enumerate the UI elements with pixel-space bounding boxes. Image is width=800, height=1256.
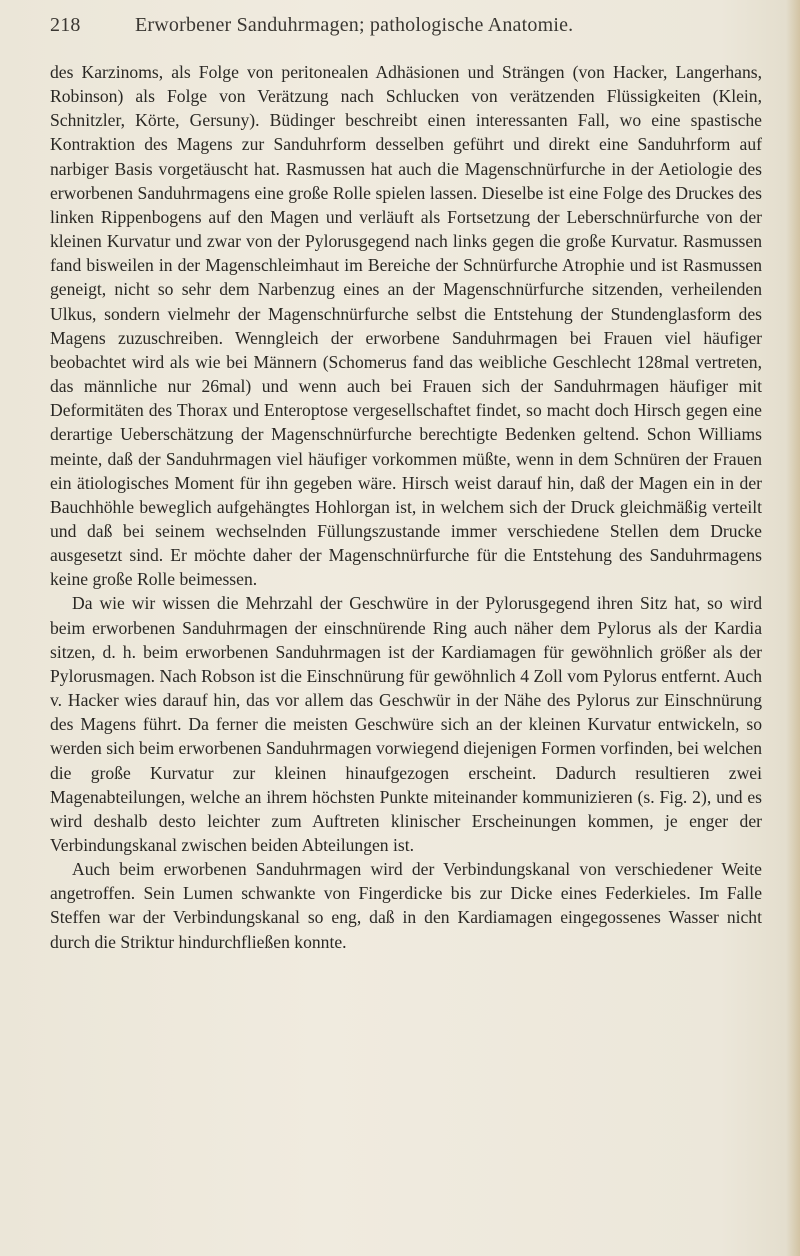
paragraph: Auch beim erworbenen Sanduhrmagen wird der Verbindungskanal von verschiedener Weite angetroffen. Sein Lumen schwankte von Fingerdicke bis zur Dicke eines Federkieles. Im Falle Steffen war der Verbindungskanal so eng, daß in den Kardiamagen eingegossenes Wasser nicht durch die Striktur hindurchfließen konnte. bbox=[50, 859, 762, 952]
running-head bbox=[50, 14, 800, 44]
page-edge-shadow bbox=[786, 0, 800, 1256]
body-text bbox=[50, 60, 762, 954]
paragraph: des Karzinoms, als Folge von peritonealen Adhäsionen und Strängen (von Hacker, Langerhans, Robinson) als Folge von Verätzung nach Schlucken von verätzenden Flüssigkeiten (Klein, Schnitzler, Körte, Gersuny). Büdinger beschreibt einen interessanten Fall, wo eine spastische Kontraktion des Magens zur Sanduhrform desselben geführt und direkt eine Sanduhrform auf narbiger Basis vorgetäuscht hat. Rasmussen hat auch die Magenschnürfurche in der Aetiologie des erworbenen Sanduhrmagens eine große Rolle spielen lassen. Dieselbe ist eine Folge des Druckes des linken Rippenbogens auf den Magen und verläuft als Fortsetzung der Leberschnürfurche von der kleinen Kurvatur und zwar von der Pylorusgegend nach links gegen die große Kurvatur. Rasmussen fand bisweilen in der Magenschleimhaut im Bereiche der Schnürfurche Atrophie und ist Rasmussen geneigt, nicht so sehr dem Narbenzug eines an der Magenschnürfurche sitzenden, verheilenden Ulkus, sondern vielmehr der Magenschnürfurche selbst die Entstehung der Stundenglasform des Magens zuzuschreiben. Wenngleich der erworbene Sanduhrmagen bei Frauen viel häufiger beobachtet wird als wie bei Männern (Schomerus fand das weibliche Geschlecht 128mal vertreten, das männliche nur 26mal) und wenn auch bei Frauen sich der Sanduhrmagen häufiger mit Deformitäten des Thorax und Enteroptose vergesellschaftet findet, so macht doch Hirsch gegen eine derartige Ueberschätzung der Magenschnürfurche berechtigte Bedenken geltend. Schon Williams meinte, daß der Sanduhrmagen viel häufiger vorkommen müßte, wenn in dem Schnüren der Frauen ein ätiologisches Moment für ihn gegeben wäre. Hirsch weist darauf hin, daß der Magen ein in der Bauchhöhle beweglich aufgehängtes Hohlorgan ist, in welchem sich der Druck gleichmäßig verteilt und daß bei seinem wechselnden Füllungszustande immer verschiedene Stellen dem Drucke ausgesetzt sind. Er möchte daher der Magenschnürfurche für die Entstehung des Sanduhrmagens keine große Rolle beimessen. bbox=[50, 62, 762, 590]
paragraph: Da wie wir wissen die Mehrzahl der Geschwüre in der Pylorusgegend ihren Sitz hat, so wird beim erworbenen Sanduhrmagen der einschnürende Ring auch näher dem Pylorus als der Kardia sitzen, d. h. beim erworbenen Sanduhrmagen ist der Kardiamagen für gewöhnlich größer als der Pylorusmagen. Nach Robson ist die Einschnürung für gewöhnlich 4 Zoll vom Pylorus entfernt. Auch v. Hacker wies darauf hin, das vor allem das Geschwür in der Nähe des Pylorus zur Einschnürung des Magens führt. Da ferner die meisten Geschwüre sich an der kleinen Kurvatur entwickeln, so werden sich beim erworbenen Sanduhrmagen vorwiegend diejenigen Formen vorfinden, bei welchen die große Kurvatur zur kleinen hinaufgezogen erscheint. Dadurch resultieren zwei Magenabteilungen, welche an ihrem höchsten Punkte miteinander kommunizieren (s. Fig. 2), und es wird deshalb desto leichter zum Auftreten klinischer Erscheinungen kommen, je enger der Verbindungskanal zwischen beiden Abteilungen ist. bbox=[50, 593, 762, 855]
page-number: 218 bbox=[50, 14, 81, 36]
running-title: Erworbener Sanduhrmagen; pathologische Anatomie. bbox=[135, 14, 574, 36]
